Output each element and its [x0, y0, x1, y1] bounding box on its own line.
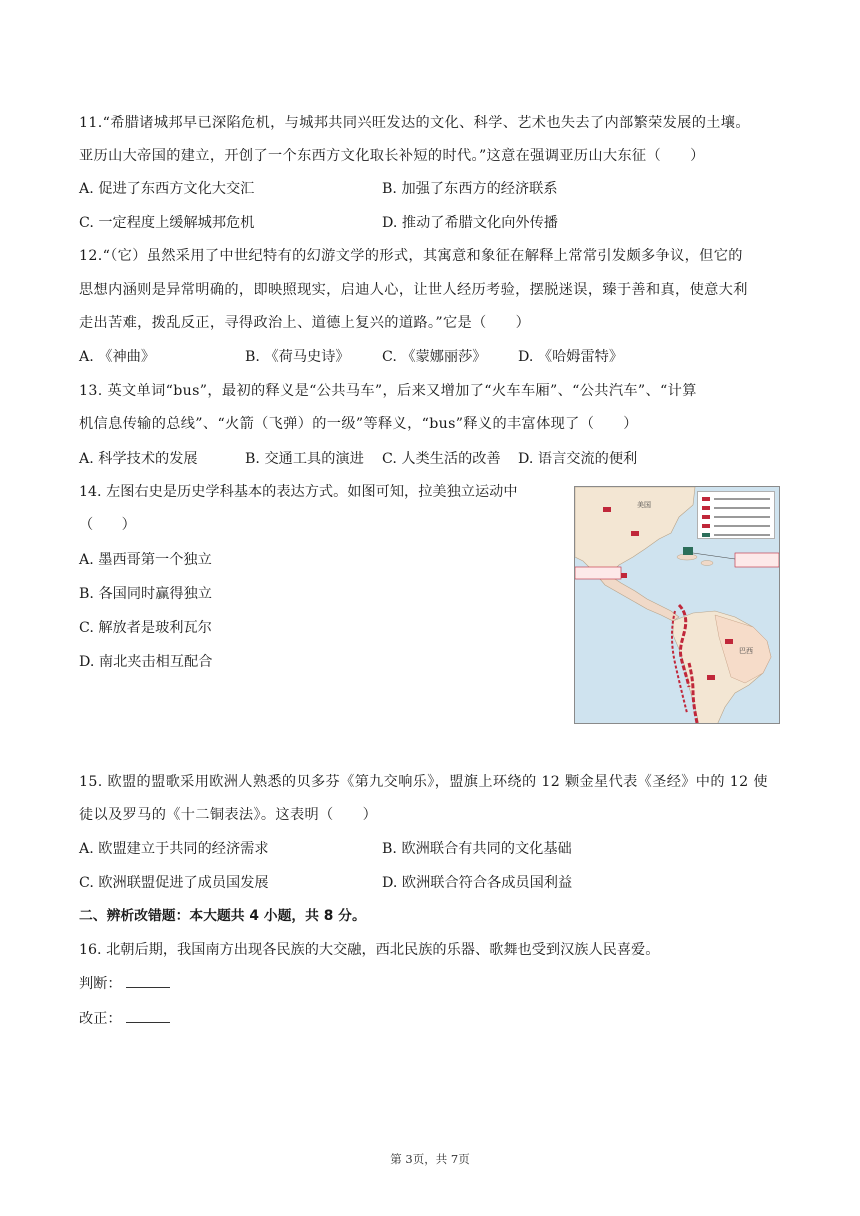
route-marker	[725, 639, 733, 644]
q14-stem-line1: 14. 左图右史是历史学科基本的表达方式。如图可知，拉美独立运动中	[79, 484, 518, 500]
q13-option-d[interactable]: D. 语言交流的便利	[518, 451, 638, 467]
q15-stem-line1: 15. 欧盟的盟歌采用欧洲人熟悉的贝多芬《第九交响乐》，盟旗上环绕的 12 颗金星代表《圣经》中的 12 使	[79, 774, 768, 790]
q13-stem-line1: 13. 英文单词“bus”，最初的释义是“公共马车”，后来又增加了“火车车厢”、“公共汽车”、“计算	[79, 383, 697, 399]
q12-option-b[interactable]: B. 《荷马史诗》	[245, 349, 350, 365]
q16-correct-row	[79, 1009, 170, 1029]
q13-stem-line2: 机信息传输的总线”、“火箭（飞弹）的一级”等释义，“bus”释义的丰富体现了（ ）	[79, 416, 638, 432]
q14-stem-line2: （ ）	[79, 517, 136, 533]
q11-option-b[interactable]: B. 加强了东西方的经济联系	[382, 181, 558, 197]
q12-stem-line2: 思想内涵则是异常明确的，即映照现实，启迪人心，让世人经历考验，摆脱迷误，臻于善和真，使意大利	[79, 282, 748, 298]
q11-option-c[interactable]: C. 一定程度上缓解城邦危机	[79, 215, 255, 231]
q16-correct-blank[interactable]	[126, 1010, 170, 1023]
q12-stem-line1: 12.“（它）虽然采用了中世纪特有的幻游文学的形式，其寓意和象征在解释上常常引发颇多争议，但它的	[79, 248, 743, 264]
section-heading: 二、辨析改错题：本大题共 4 小题，共 8 分。	[79, 908, 366, 924]
q15-option-b[interactable]: B. 欧洲联合有共同的文化基础	[382, 841, 572, 857]
latin-america-independence-map	[574, 486, 780, 724]
q16-stem: 16. 北朝后期，我国南方出现各民族的大交融，西北民族的乐器、歌舞也受到汉族人民喜爱。	[79, 942, 660, 958]
q12-option-c[interactable]: C. 《蒙娜丽莎》	[382, 349, 487, 365]
q13-option-a[interactable]: A. 科学技术的发展	[79, 451, 198, 467]
route-marker	[631, 531, 639, 536]
q16-correct-label: 改正：	[79, 1011, 122, 1027]
annotation-leader	[693, 553, 735, 559]
q12-option-d[interactable]: D. 《哈姆雷特》	[518, 349, 624, 365]
q16-judge-row	[79, 974, 170, 994]
q11-option-a[interactable]: A. 促进了东西方文化大交汇	[79, 181, 255, 197]
map-label-us: 美国	[637, 501, 651, 509]
q14-option-c[interactable]: C. 解放者是玻利瓦尔	[79, 620, 212, 636]
route-marker	[603, 507, 611, 512]
q14-option-b[interactable]: B. 各国同时赢得独立	[79, 586, 212, 602]
q11-stem-line1: 11.“希腊诸城邦早已深陷危机，与城邦共同兴旺发达的文化、科学、艺术也失去了内部繁荣发展的土壤。	[79, 115, 750, 131]
caribbean-island	[701, 561, 713, 566]
q12-option-a[interactable]: A. 《神曲》	[79, 349, 156, 365]
q15-option-d[interactable]: D. 欧洲联合符合各成员国利益	[382, 875, 573, 891]
map-legend	[697, 491, 775, 539]
haiti-marker	[683, 547, 693, 555]
annotation-box	[735, 553, 779, 567]
annotation-box	[575, 567, 621, 579]
q15-option-a[interactable]: A. 欧盟建立于共同的经济需求	[79, 841, 269, 857]
route-marker	[707, 675, 715, 680]
q16-judge-label: 判断：	[79, 976, 122, 992]
q16-judge-blank[interactable]	[126, 975, 170, 988]
q15-stem-line2: 徒以及罗马的《十二铜表法》。这表明（ ）	[79, 807, 378, 823]
q12-stem-line3: 走出苦难，拨乱反正，寻得政治上、道德上复兴的道路。”它是（ ）	[79, 315, 531, 331]
q14-option-d[interactable]: D. 南北夹击相互配合	[79, 654, 213, 670]
q13-option-c[interactable]: C. 人类生活的改善	[382, 451, 501, 467]
q11-option-d[interactable]: D. 推动了希腊文化向外传播	[382, 215, 558, 231]
q15-option-c[interactable]: C. 欧洲联盟促进了成员国发展	[79, 875, 269, 891]
q11-stem-line2: 亚历山大帝国的建立，开创了一个东西方文化取长补短的时代。”这意在强调亚历山大东征（ ）	[79, 148, 705, 164]
map-label-brazil: 巴西	[739, 647, 753, 655]
page-footer: 第 3页，共 7页	[390, 1152, 470, 1166]
central-america-landmass	[595, 573, 679, 621]
q13-option-b[interactable]: B. 交通工具的演进	[245, 451, 364, 467]
q14-option-a[interactable]: A. 墨西哥第一个独立	[79, 552, 212, 568]
